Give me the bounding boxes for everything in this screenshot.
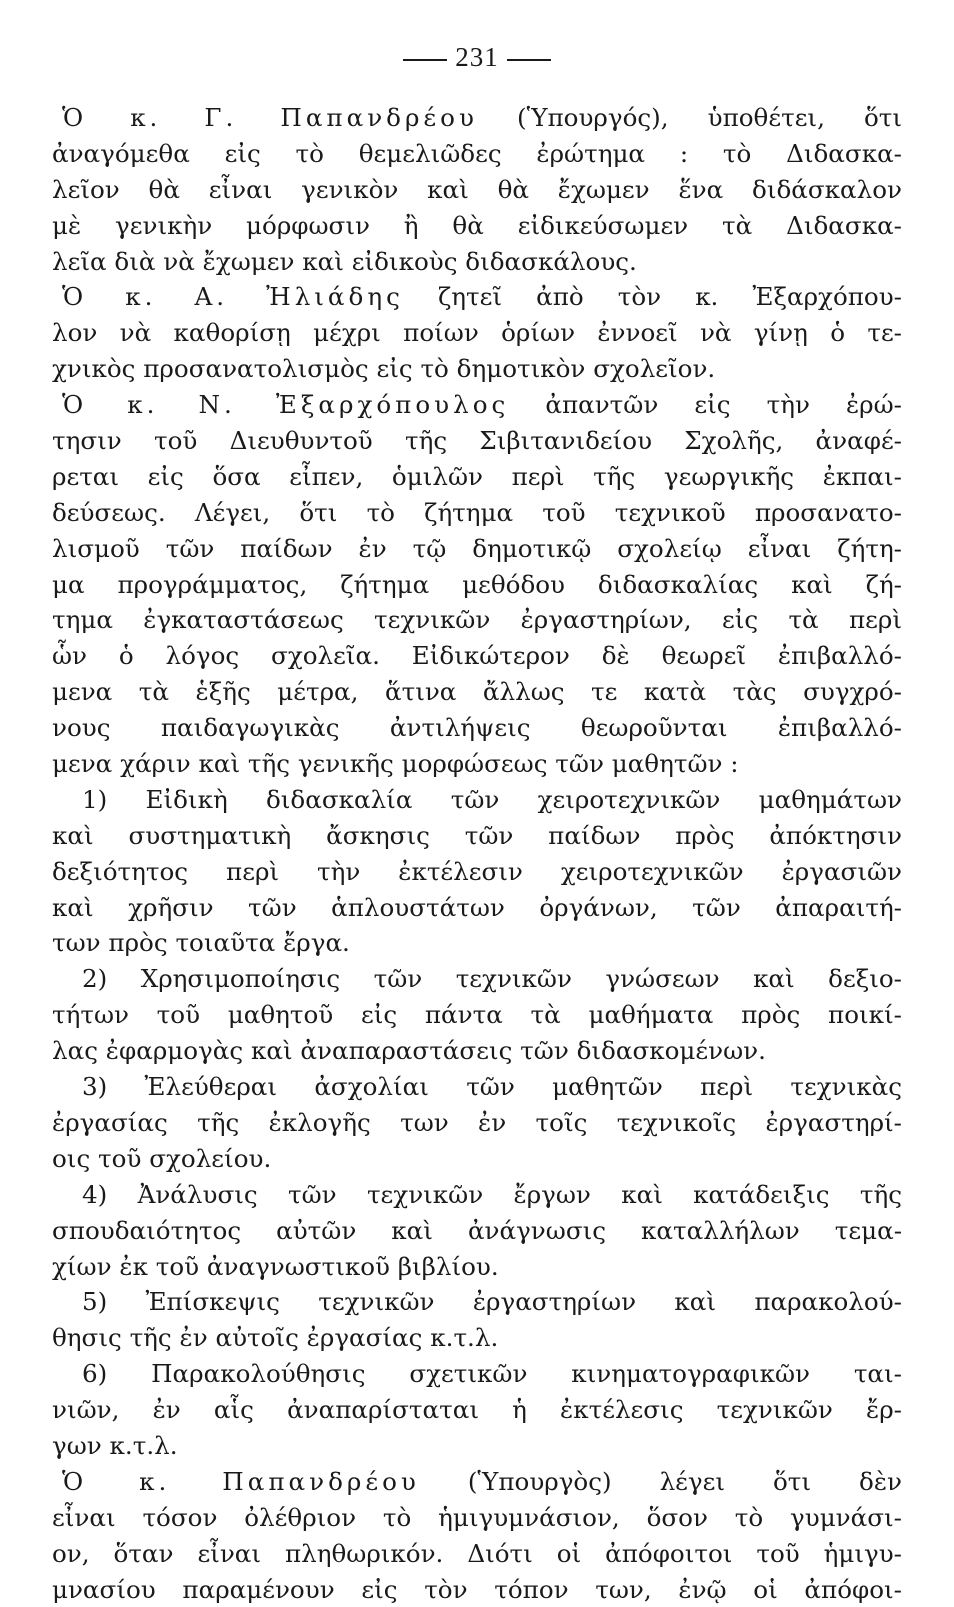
text-line [52,1392,902,1428]
line-text: 5) Ἐπίσκεψις τεχνικῶν ἐργαστηρίων καὶ παρακολού- [82,1287,902,1317]
text-line [52,997,902,1033]
text-line [52,1356,902,1392]
text-line [52,244,902,280]
text-line [52,172,902,208]
line-text: 3) Ἐλεύθεραι ἀσχολίαι τῶν μαθητῶν περὶ τεχνικὰς [82,1072,902,1102]
text-line [52,279,902,315]
speaker-name: Ὁ κ. Παπανδρέου [62,1466,420,1496]
line-text: δεύσεως. Λέγει, ὅτι τὸ ζήτημα τοῦ τεχνικοῦ προσανατο- [52,497,902,527]
page-number [0,42,954,73]
text-line [52,818,902,854]
text-line [52,674,902,710]
line-text: τημα ἐγκαταστάσεως τεχνικῶν ἐργαστηρίων, εἰς τὰ περὶ [52,605,902,635]
text-line [52,746,902,782]
text-line [52,315,902,351]
line-text: λον νὰ καθορίσῃ μέχρι ποίων ὁρίων ἐννοεῖ νὰ γίνῃ ὁ τε- [52,318,902,348]
text-line [52,961,902,997]
text-line [52,1249,902,1285]
line-text: μενα τὰ ἑξῆς μέτρα, ἅτινα ἄλλως τε κατὰ τὰς συγχρό- [52,677,902,707]
speaker-name: Ὁ κ. Ν. Ἐξαρχόπουλος [62,390,510,420]
text-line [52,638,902,674]
line-text: καὶ συστηματικὴ ἄσκησις τῶν παίδων πρὸς ἀπόκτησιν [52,820,902,850]
line-text: γων κ.τ.λ. [52,1430,178,1460]
text-line [52,602,902,638]
line-text: (Ὑπουργός), ὑποθέτει, ὅτι [477,103,902,132]
text-line [52,567,902,603]
line-text: σπουδαιότητος αὐτῶν καὶ ἀνάγνωσις καταλλήλων τεμα- [52,1215,902,1245]
speaker-name: Ὁ κ. Α. Ἠλιάδης [62,282,404,312]
text-line [52,100,902,136]
line-text: ἐργασίας τῆς ἐκλογῆς των ἐν τοῖς τεχνικοῖς ἐργαστηρί- [52,1107,902,1137]
text-line [52,495,902,531]
line-text: ον, ὅταν εἶναι πληθωρικόν. Διότι οἱ ἀπόφοιτοι τοῦ ἡμιγυ- [52,1538,902,1568]
line-text: λισμοῦ τῶν παίδων ἐν τῷ δημοτικῷ σχολείῳ εἶναι ζήτη- [52,533,902,563]
line-text: νους παιδαγωγικὰς ἀντιλήψεις θεωροῦνται ἐπιβαλλό- [52,713,902,743]
line-text: τησιν τοῦ Διευθυντοῦ τῆς Σιβιτανιδείου Σχολῆς, ἀναφέ- [52,426,902,456]
text-line [52,1536,902,1572]
text-line [52,1428,902,1464]
line-text: λας ἐφαρμογὰς καὶ ἀναπαραστάσεις τῶν διδασκομένων. [52,1036,766,1066]
text-line [52,1105,902,1141]
line-text: ἀναγόμεθα εἰς τὸ θεμελιῶδες ἐρώτημα : τὸ Διδασκα- [52,138,902,168]
line-text: χνικὸς προσανατολισμὸς εἰς τὸ δημοτικὸν σχολεῖον. [52,354,716,384]
line-text: ρεται εἰς ὅσα εἶπεν, ὁμιλῶν περὶ τῆς γεωργικῆς ἐκπαι- [52,461,902,491]
text-line [52,136,902,172]
text-line [52,890,902,926]
line-text: 4) Ἀνάλυσις τῶν τεχνικῶν ἔργων καὶ κατάδειξις τῆς [82,1179,902,1209]
line-text: μὲ γενικὴν μόρφωσιν ἢ θὰ εἰδικεύσωμεν τὰ Διδασκα- [52,210,902,240]
line-text: νιῶν, ἐν αἷς ἀναπαρίσταται ἡ ἐκτέλεσις τεχνικῶν ἔρ- [52,1395,902,1425]
text-line [52,925,902,961]
text-line [52,1177,902,1213]
page-number-dash-right [507,59,551,61]
text-line [52,1320,902,1356]
text-line [52,854,902,890]
page-number-value: 231 [455,42,499,72]
body-text [52,100,902,1607]
line-text: 1) Εἰδικὴ διδασκαλία τῶν χειροτεχνικῶν μαθημάτων [82,784,902,814]
line-text: δεξιότητος περὶ τὴν ἐκτέλεσιν χειροτεχνικῶν ἐργασιῶν [52,856,902,886]
line-text: ὧν ὁ λόγος σχολεῖα. Εἰδικώτερον δὲ θεωρεῖ ἐπιβαλλό- [52,641,902,671]
line-text: 2) Χρησιμοποίησις τῶν τεχνικῶν γνώσεων καὶ δεξιο- [82,964,902,994]
line-text: μα προγράμματος, ζήτημα μεθόδου διδασκαλίας καὶ ζή- [52,569,902,599]
text-line [52,1464,902,1500]
line-text: των πρὸς τοιαῦτα ἔργα. [52,928,350,958]
line-text: μενα χάριν καὶ τῆς γενικῆς μορφώσεως τῶν μαθητῶν : [52,749,739,779]
text-line [52,531,902,567]
line-text: (Ὑπουργὸς) λέγει ὅτι δὲν [419,1466,902,1496]
text-line [52,208,902,244]
text-line [52,1033,902,1069]
text-line [52,782,902,818]
line-text: ζητεῖ ἀπὸ τὸν κ. Ἐξαρχόπου- [403,282,902,312]
text-line [52,1284,902,1320]
line-text: χίων ἐκ τοῦ ἀναγνωστικοῦ βιβλίου. [52,1251,499,1281]
line-text: εἶναι τόσον ὀλέθριον τὸ ἡμιγυμνάσιον, ὅσον τὸ γυμνάσι- [52,1502,902,1532]
line-text: ἀπαντῶν εἰς τὴν ἐρώ- [509,390,902,420]
line-text: οις τοῦ σχολείου. [52,1143,272,1173]
text-line [52,1069,902,1105]
speaker-name: Ὁ κ. Γ. Παπανδρέου [62,103,478,132]
text-line [52,710,902,746]
text-line [52,351,902,387]
text-line [52,1572,902,1607]
line-text: τήτων τοῦ μαθητοῦ εἰς πάντα τὰ μαθήματα πρὸς ποικί- [52,1000,902,1030]
line-text: θησις τῆς ἐν αὐτοῖς ἐργασίας κ.τ.λ. [52,1323,499,1353]
text-line [52,1500,902,1536]
text-line [52,423,902,459]
line-text: καὶ χρῆσιν τῶν ἁπλουστάτων ὀργάνων, τῶν ἀπαραιτή- [52,892,902,922]
text-line [52,1141,902,1177]
line-text: λεῖον θὰ εἶναι γενικὸν καὶ θὰ ἔχωμεν ἕνα διδάσκαλον [52,174,902,204]
line-text: 6) Παρακολούθησις σχετικῶν κινηματογραφικῶν ται- [82,1359,902,1389]
text-line [52,459,902,495]
text-line [52,1213,902,1249]
text-line [52,387,902,423]
line-text: λεῖα διὰ νὰ ἔχωμεν καὶ εἰδικοὺς διδασκάλους. [52,246,637,276]
page-number-dash-left [403,59,447,61]
line-text: μνασίου παραμένουν εἰς τὸν τόπον των, ἐνῷ οἱ ἀπόφοι- [52,1574,902,1604]
